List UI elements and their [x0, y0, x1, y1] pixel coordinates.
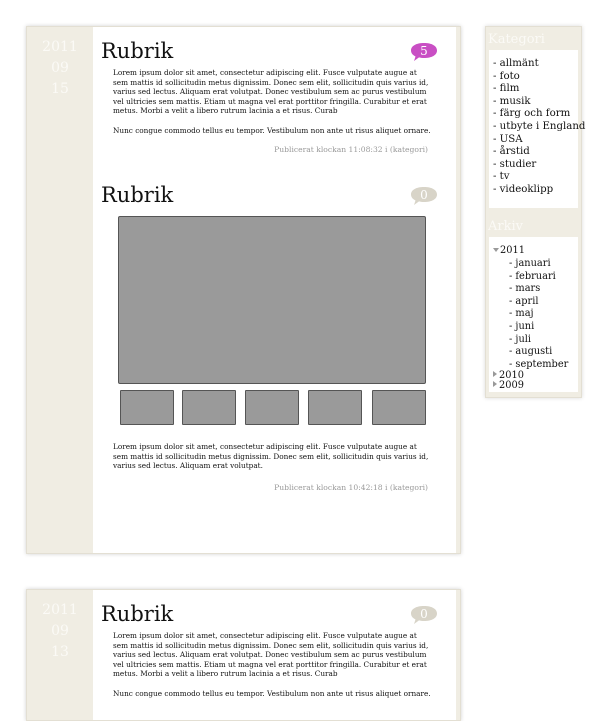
- comment-count: 5: [420, 44, 428, 58]
- gallery-thumbnail[interactable]: [245, 390, 299, 425]
- archive-year-label: 2009: [499, 379, 524, 391]
- post-body: Lorem ipsum dolor sit amet, consectetur adipiscing elit. Fusce vulputate augue at sem mattis id sollicitudin metus dignissim. Donec sem elit, sollicitudin quis varius id, varius sed lectus. Aliquam erat volutpat. Donec vestibulum sem ac purus vestibulum vel ultricies sem mattis. Etiam ut magna vel erat porttitor fringilla. Curabitur et erat metus. Morbi a velit a libero rutrum lacinia a et risus. Curab: [113, 631, 429, 678]
- category-link[interactable]: - USA: [493, 133, 523, 145]
- categories-box: [489, 50, 586, 208]
- archive-month-link[interactable]: - augusti: [509, 346, 553, 358]
- post-title[interactable]: Rubrik: [101, 183, 174, 207]
- date-month: 09: [51, 60, 69, 76]
- comment-count: 0: [420, 188, 428, 202]
- post-card: [26, 589, 461, 721]
- archive-month-link[interactable]: - april: [509, 295, 539, 307]
- post-content: [93, 27, 456, 553]
- post-meta: Publicerat klockan 10:42:18 i (kategori): [274, 483, 428, 492]
- category-link[interactable]: - tv: [493, 171, 510, 183]
- category-link[interactable]: - foto: [493, 70, 520, 82]
- category-link[interactable]: - studier: [493, 158, 537, 170]
- gallery-thumbnail[interactable]: [372, 390, 426, 425]
- category-link[interactable]: - allmänt: [493, 58, 539, 69]
- post-card: [26, 26, 461, 554]
- gallery-main-image[interactable]: [118, 216, 426, 384]
- gallery-thumbnail[interactable]: [308, 390, 362, 425]
- archive-month-link[interactable]: - september: [509, 358, 569, 370]
- gallery-thumbnail[interactable]: [120, 390, 174, 425]
- archive-year-open[interactable]: [493, 245, 525, 258]
- archive-month-link[interactable]: - mars: [509, 283, 541, 295]
- gallery-thumbnail[interactable]: [182, 390, 236, 425]
- archive-month-link[interactable]: - juni: [509, 321, 535, 332]
- archive-month-link[interactable]: - januari: [509, 258, 551, 269]
- post-meta: Publicerat klockan 11:08:32 i (kategori): [274, 145, 428, 154]
- categories-heading: Kategori: [488, 32, 545, 47]
- post-body-paragraph: Nunc congue commodo tellus eu tempor. Vestibulum non ante ut risus aliquet ornare.: [113, 126, 431, 135]
- archive-month-link[interactable]: - februari: [509, 270, 556, 282]
- post-body: Lorem ipsum dolor sit amet, consectetur adipiscing elit. Fusce vulputate augue at sem mattis id sollicitudin metus dignissim. Donec sem elit, sollicitudin quis varius id, varius sed lectus. Aliquam erat volutpat.: [113, 442, 429, 470]
- date-year: 2011: [42, 39, 78, 55]
- post-title[interactable]: Rubrik: [101, 602, 174, 626]
- archive-month-link[interactable]: - juli: [509, 333, 532, 345]
- date-year: 2011: [42, 602, 78, 618]
- category-link[interactable]: - årstid: [493, 146, 530, 158]
- collapsed-triangle-icon: [493, 371, 497, 377]
- date-day: 15: [51, 81, 69, 97]
- archive-year-label: 2010: [499, 370, 524, 381]
- post-body-paragraph: Nunc congue commodo tellus eu tempor. Vestibulum non ante ut risus aliquet ornare.: [113, 689, 431, 698]
- archive-box: [489, 237, 578, 392]
- sidebar: [485, 26, 586, 398]
- date-day: 13: [51, 644, 69, 660]
- post-date: [27, 27, 93, 100]
- category-link[interactable]: - utbyte i England: [493, 120, 586, 132]
- archive-year-collapsed[interactable]: [493, 381, 524, 391]
- archive-year-label: 2011: [500, 245, 525, 256]
- post-body: Lorem ipsum dolor sit amet, consectetur adipiscing elit. Fusce vulputate augue at sem mattis id sollicitudin metus dignissim. Donec sem elit, sollicitudin quis varius id, varius sed lectus. Aliquam erat volutpat. Donec vestibulum sem ac purus vestibulum vel ultricies sem mattis. Etiam ut magna vel erat porttitor fringilla. Curabitur et erat metus. Morbi a velit a libero rutrum lacinia a et risus. Curab: [113, 68, 429, 115]
- category-list: [493, 58, 585, 197]
- comment-count-bubble[interactable]: [410, 605, 438, 625]
- comment-count-bubble[interactable]: [410, 186, 438, 206]
- comment-count: 0: [420, 607, 428, 621]
- post-title[interactable]: Rubrik: [101, 39, 174, 63]
- archive-heading: Arkiv: [488, 219, 523, 234]
- category-link[interactable]: - musik: [493, 95, 531, 107]
- collapsed-triangle-icon: [493, 381, 497, 387]
- comment-count-bubble[interactable]: [410, 42, 438, 62]
- post-content: [93, 590, 456, 720]
- category-link[interactable]: - färg och form: [493, 108, 571, 120]
- date-month: 09: [51, 623, 69, 639]
- expanded-triangle-icon: [493, 248, 499, 252]
- post-date: [27, 590, 93, 663]
- archive-month-link[interactable]: - maj: [509, 308, 534, 320]
- category-link[interactable]: - videoklipp: [493, 183, 554, 195]
- category-link[interactable]: - film: [493, 83, 520, 95]
